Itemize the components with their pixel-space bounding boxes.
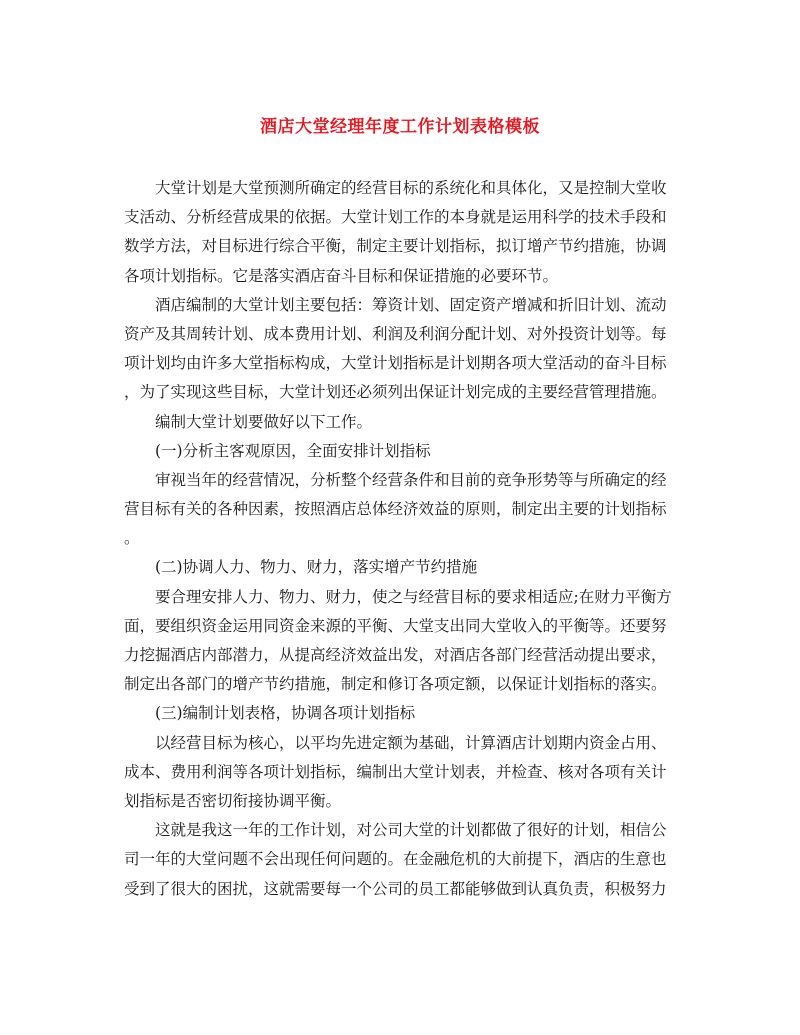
text-line: 数学方法，对目标进行综合平衡，制定主要计划指标，拟订增产节约措施，协调 (124, 237, 667, 256)
text-line: 各项计划指标。它是落实酒店奋斗目标和保证措施的必要环节。 (124, 266, 559, 285)
document-title: 酒店大堂经理年度工作计划表格模板 (260, 117, 540, 137)
text-line: 受到了很大的困扰，这就需要每一个公司的员工都能够做到认真负责，积极努力 (124, 879, 667, 898)
text-line: 大堂计划是大堂预测所确定的经营目标的系统化和具体化，又是控制大堂收 (155, 179, 667, 197)
text-line: 制定出各部门的增产节约措施，制定和修订各项定额，以保证计划指标的落实。 (124, 675, 667, 694)
text-line: 支活动、分析经营成果的依据。大堂计划工作的本身就是运用科学的技术手段和 (124, 208, 667, 227)
text-line: 这就是我这一年的工作计划，对公司大堂的计划都做了很好的计划，相信公 (155, 821, 667, 840)
text-line: 。 (124, 529, 140, 548)
text-line: 成本、费用利润等各项计划指标，编制出大堂计划表，并检查、核对各项有关计 (124, 762, 667, 781)
text-line: 力挖掘酒店内部潜力，从提高经济效益出发，对酒店各部门经营活动提出要求， (124, 646, 667, 664)
text-line: 审视当年的经营情况，分析整个经营条件和目前的竞争形势等与所确定的经 (155, 470, 667, 489)
text-line: (一)分析主客观原因，全面安排计划指标 (155, 441, 431, 460)
text-line: 要合理安排人力、物力、财力，使之与经营目标的要求相适应;在财力平衡方 (155, 587, 672, 606)
text-line: 划指标是否密切衔接协调平衡。 (124, 791, 342, 810)
text-line: (三)编制计划表格，协调各项计划指标 (155, 704, 416, 723)
document-body (124, 174, 679, 904)
text-line: 编制大堂计划要做好以下工作。 (155, 412, 373, 431)
text-line: 项计划均由许多大堂指标构成，大堂计划指标是计划期各项大堂活动的奋斗目标 (124, 354, 667, 373)
text-line: 面，要组织资金运用同资金来源的平衡、大堂支出同大堂收入的平衡等。还要努 (124, 616, 667, 635)
text-line: (二)协调人力、物力、财力，落实增产节约措施 (155, 558, 478, 577)
text-line: 资产及其周转计划、成本费用计划、利润及利润分配计划、对外投资计划等。每 (124, 324, 667, 343)
text-line: ，为了实现这些目标，大堂计划还必须列出保证计划完成的主要经营管理措施。 (124, 383, 667, 402)
text-line: 营目标有关的各种因素，按照酒店总体经济效益的原则，制定出主要的计划指标 (124, 500, 667, 519)
text-line: 司一年的大堂问题不会出现任何问题的。在金融危机的大前提下，酒店的生意也 (124, 850, 667, 869)
text-line: 以经营目标为核心，以平均先进定额为基础，计算酒店计划期内资金占用、 (155, 733, 667, 752)
text-line: 酒店编制的大堂计划主要包括：筹资计划、固定资产增减和折旧计划、流动 (155, 295, 667, 314)
